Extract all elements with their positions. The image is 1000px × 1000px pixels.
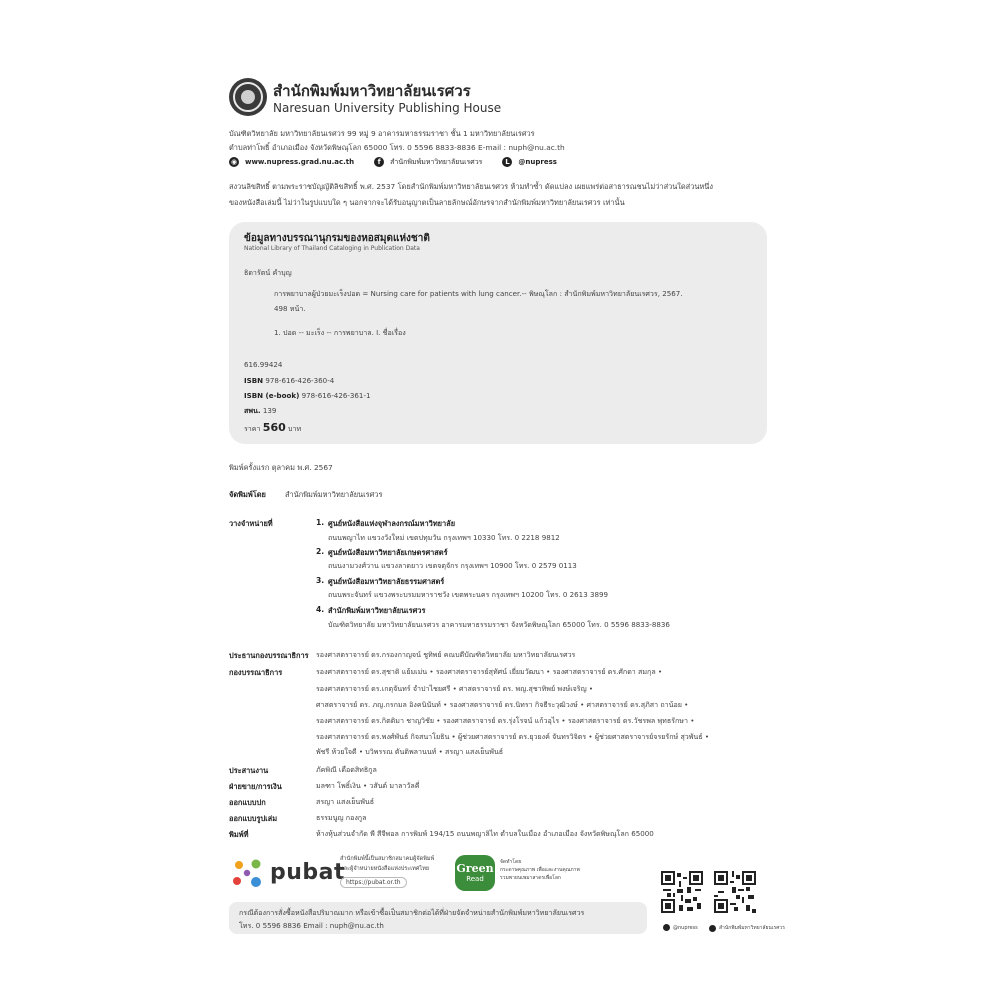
publisher-name-thai: สำนักพิมพ์มหาวิทยาลัยนเรศวร bbox=[273, 82, 471, 100]
qr-caption-text: สำนักพิมพ์มหาวิทยาลัยนเรศวร bbox=[719, 925, 785, 931]
editorial-board-line: รองศาสตราจารย์ ดร.พงศ์พันธ์ กิจสนาโยธิน • ผู้ช่วยศาสตราจารย์ ดร.ยุวยงค์ จันทรวิจิตร • ผู้ช่วยศาสตราจารย์จรยรักษ์ สุวพันธ์ • bbox=[316, 732, 710, 741]
contact-row bbox=[229, 155, 557, 169]
distributor-address: ถนนงามวงศ์วาน แขวงลาดยาว เขตจตุจักร กรุงเทพฯ 10900 โทร. 0 2579 0113 bbox=[328, 561, 577, 570]
distributor-number: 1. bbox=[316, 518, 325, 527]
green-logo-line-2: Read bbox=[466, 875, 484, 883]
editor-chair-label: ประธานกองบรรณาธิการ bbox=[229, 651, 309, 660]
coordinator-label: ประสานงาน bbox=[229, 766, 269, 775]
distributor-name: ศูนย์หนังสือมหาวิทยาลัยเกษตรศาสตร์ bbox=[328, 548, 448, 557]
catalog-subtitle: National Library of Thailand Cataloging in Publication Data bbox=[244, 245, 420, 252]
editorial-board-line: พัชรี ห้วยใจดี • บวิพรรณ ตันติพลานนท์ • สรญา แสงเย็นพันธ์ bbox=[316, 747, 504, 756]
bulk-order-line-1: กรณีต้องการสั่งซื้อหนังสือปริมาณมาก หรือเข้าซื้อเป็นสมาชิกต่อได้ที่ฝ่ายจัดจำหน่ายสำนักพิมพ์มหาวิทยาลัยนเรศวร bbox=[239, 908, 585, 917]
qr-caption-text: @nupress bbox=[673, 924, 698, 931]
distributor-name: สำนักพิมพ์มหาวิทยาลัยนเรศวร bbox=[328, 606, 426, 615]
distributor-name: ศูนย์หนังสือมหาวิทยาลัยธรรมศาสตร์ bbox=[328, 577, 445, 586]
website-link[interactable]: www.nupress.grad.nu.ac.th bbox=[245, 158, 355, 166]
sales-value: มลฑา โพธิ์เงิน • วสันต์ มาลาวัลคี่ bbox=[316, 781, 420, 790]
first-print-date: พิมพ์ครั้งแรก ตุลาคม พ.ศ. 2567 bbox=[229, 463, 333, 472]
green-read-logo bbox=[455, 855, 495, 891]
distributor-number: 4. bbox=[316, 605, 325, 614]
distributor-number: 2. bbox=[316, 547, 325, 556]
line-id-link[interactable]: @nupress bbox=[518, 158, 557, 166]
distributor-address: ถนนพญาไท แขวงวังใหม่ เขตปทุมวัน กรุงเทพฯ 10330 โทร. 0 2218 9812 bbox=[328, 533, 560, 542]
tnb-value: 139 bbox=[262, 406, 277, 415]
qr-caption-facebook bbox=[709, 924, 785, 932]
address-line-2: ตำบลท่าโพธิ์ อำเภอเมือง จังหวัดพิษณุโลก 65000 โทร. 0 5596 8833-8836 E-mail : nuph@nu.ac.th bbox=[229, 143, 565, 152]
catalog-class-number: 616.99424 bbox=[244, 360, 283, 369]
printer-value: ห้างหุ้นส่วนจำกัด พี สีจีพอล การพิมพ์ 194/15 ถนนพญาลิไท ตำบลในเมือง อำเภอเมือง จังหวัดพิษณุโลก 65000 bbox=[316, 829, 654, 838]
editorial-board-line: รองศาสตราจารย์ ดร.เกตุจันทร์ จำปาไชยศรี • ศาสตราจารย์ ดร. พญ.สุชาทิพย์ พงษ์เจริญ • bbox=[316, 684, 594, 693]
green-read-note: กระดาษคุณภาพ เพื่อและงานคุณภาพ bbox=[500, 867, 580, 873]
layout-design-label: ออกแบบรูปเล่ม bbox=[229, 814, 278, 823]
coordinator-value: ภัคพิณี เดือดสิทธิกูล bbox=[316, 765, 377, 774]
copyright-line-2: ของหนังสือเล่มนี้ ไม่ว่าในรูปแบบใด ๆ นอกจากจะได้รับอนุญาตเป็นลายลักษณ์อักษรจากสำนักพิมพ์มหาวิทยาลัยนเรศวร เท่านั้น bbox=[229, 198, 625, 207]
distributor-number: 3. bbox=[316, 576, 325, 585]
isbn-ebook-label: ISBN (e-book) bbox=[244, 391, 300, 400]
cataloging-in-publication-box bbox=[229, 222, 767, 444]
globe-icon: ◉ bbox=[230, 158, 238, 166]
isbn-value: 978-616-426-360-4 bbox=[265, 376, 335, 385]
distributor-address: บัณฑิตวิทยาลัย มหาวิทยาลัยนเรศวร อาคารมหาธรรมราชา จังหวัดพิษณุโลก 65000 โทร. 0 5596 8833-8836 bbox=[328, 620, 670, 629]
publisher-label: จัดพิมพ์โดย bbox=[229, 490, 266, 499]
copyright-line-1: สงวนลิขสิทธิ์ ตามพระราชบัญญัติลิขสิทธิ์ พ.ศ. 2537 โดยสำนักพิมพ์มหาวิทยาลัยนเรศวร ห้ามทำซ้ำ ดัดแปลง เผยแพร่ต่อสาธารณชนไม่ว่าส่วนใดส่วนหนึ่ง bbox=[229, 182, 713, 191]
qr-caption-line bbox=[663, 924, 698, 931]
catalog-author: ธิดารัตน์ คำบุญ bbox=[244, 268, 292, 277]
editorial-board-label: กองบรรณาธิการ bbox=[229, 668, 283, 677]
price-unit: บาท bbox=[288, 424, 302, 433]
green-logo-line-1: Green bbox=[456, 862, 494, 875]
bulk-order-line-2: โทร. 0 5596 8836 Email : nuph@nu.ac.th bbox=[239, 921, 384, 930]
catalog-isbn bbox=[244, 376, 334, 385]
facebook-icon: f bbox=[374, 157, 384, 167]
bulk-order-box bbox=[229, 902, 647, 934]
pubat-note-line-2: และผู้จำหน่ายหนังสือแห่งประเทศไทย bbox=[340, 866, 430, 872]
price-label: ราคา bbox=[244, 424, 261, 433]
editorial-board-line: ศาสตราจารย์ ดร. ภญ.กรกมล อิงคนินันท์ • รองศาสตราจารย์ ดร.นิทรา กิจธีระวุฒิวงษ์ • ศาสตราจารย์ ดร.สุภิสา ถาน้อย • bbox=[316, 700, 689, 709]
pubat-logo-mark bbox=[230, 857, 266, 891]
catalog-tnb bbox=[244, 406, 276, 417]
facebook-link[interactable]: สำนักพิมพ์มหาวิทยาลัยนเรศวร bbox=[390, 157, 483, 166]
isbn-ebook-value: 978-616-426-361-1 bbox=[301, 391, 371, 400]
address-line-1: บัณฑิตวิทยาลัย มหาวิทยาลัยนเรศวร 99 หมู่ 9 อาคารมหาธรรมราชา ชั้น 1 มหาวิทยาลัยนเรศวร bbox=[229, 129, 535, 138]
qr-code-facebook[interactable] bbox=[714, 871, 756, 913]
qr-code-line[interactable] bbox=[661, 871, 703, 913]
editorial-board-line: รองศาสตราจารย์ ดร.สุชาติ แย้มเม่น • รองศาสตราจารย์สุทัศน์ เยี่ยมวัฒนา • รองศาสตราจารย์ ดร.ศักดา สมกุล • bbox=[316, 667, 663, 676]
catalog-subjects: 1. ปอด -- มะเร็ง -- การพยาบาล. I. ชื่อเรื่อง bbox=[274, 328, 406, 337]
line-icon: L bbox=[502, 157, 512, 167]
printer-label: พิมพ์ที่ bbox=[229, 830, 249, 839]
publisher-value: สำนักพิมพ์มหาวิทยาลัยนเรศวร bbox=[285, 490, 383, 499]
cover-design-value: สรญา แสงเย็นพันธ์ bbox=[316, 797, 375, 806]
catalog-pages: 498 หน้า. bbox=[274, 304, 306, 313]
cover-design-label: ออกแบบปก bbox=[229, 798, 266, 807]
green-read-note: จัดทำโดย bbox=[500, 859, 522, 865]
catalog-isbn-ebook bbox=[244, 391, 371, 400]
price-value: 560 bbox=[262, 421, 286, 434]
distributor-name: ศูนย์หนังสือแห่งจุฬาลงกรณ์มหาวิทยาลัย bbox=[328, 519, 456, 528]
editorial-board-line: รองศาสตราจารย์ ดร.กิตติมา ชาญวิชัย • รองศาสตราจารย์ ดร.รุ่งโรจน์ แก้วอุไร • รองศาสตราจารย์ ดร.วัชรพล พุทธรักษา • bbox=[316, 716, 695, 725]
sales-label: ฝ่ายขาย/การเงิน bbox=[229, 782, 282, 791]
publisher-name-english: Naresuan University Publishing House bbox=[273, 101, 502, 115]
pubat-url-link[interactable]: https://pubat.or.th bbox=[340, 877, 407, 888]
line-icon bbox=[663, 924, 670, 931]
tnb-label: สพน. bbox=[244, 406, 261, 415]
layout-design-value: ธรรมนูญ กองกูล bbox=[316, 813, 367, 822]
catalog-title: ข้อมูลทางบรรณานุกรมของหอสมุดแห่งชาติ bbox=[244, 233, 430, 244]
university-seal-logo bbox=[229, 78, 267, 116]
green-read-note: รวมพายนเพมาสาดรเพื่อโลก bbox=[500, 875, 561, 881]
editor-chair-value: รองศาสตราจารย์ ดร.กรองกาญจน์ ชูทิพย์ คณบดีบัณฑิตวิทยาลัย มหาวิทยาลัยนเรศวร bbox=[316, 650, 576, 659]
distribution-label: วางจำหน่ายที่ bbox=[229, 519, 273, 528]
catalog-price bbox=[244, 421, 301, 435]
distributor-address: ถนนพระจันทร์ แขวงพระบรมมหาราชวัง เขตพระนคร กรุงเทพฯ 10200 โทร. 0 2613 3899 bbox=[328, 590, 609, 599]
isbn-label: ISBN bbox=[244, 376, 264, 385]
pubat-note-line-1: สำนักพิมพ์นี้เป็นสมาชิกสมาคมผู้จัดพิมพ์ bbox=[340, 856, 435, 862]
catalog-record: การพยาบาลผู้ป่วยมะเร็งปอด = Nursing care for patients with lung cancer.-- พิษณุโลก : สำนักพิมพ์มหาวิทยาลัยนเรศวร, 2567. bbox=[274, 289, 683, 298]
pubat-logo-text: pubat bbox=[270, 860, 346, 885]
facebook-icon bbox=[709, 925, 716, 932]
